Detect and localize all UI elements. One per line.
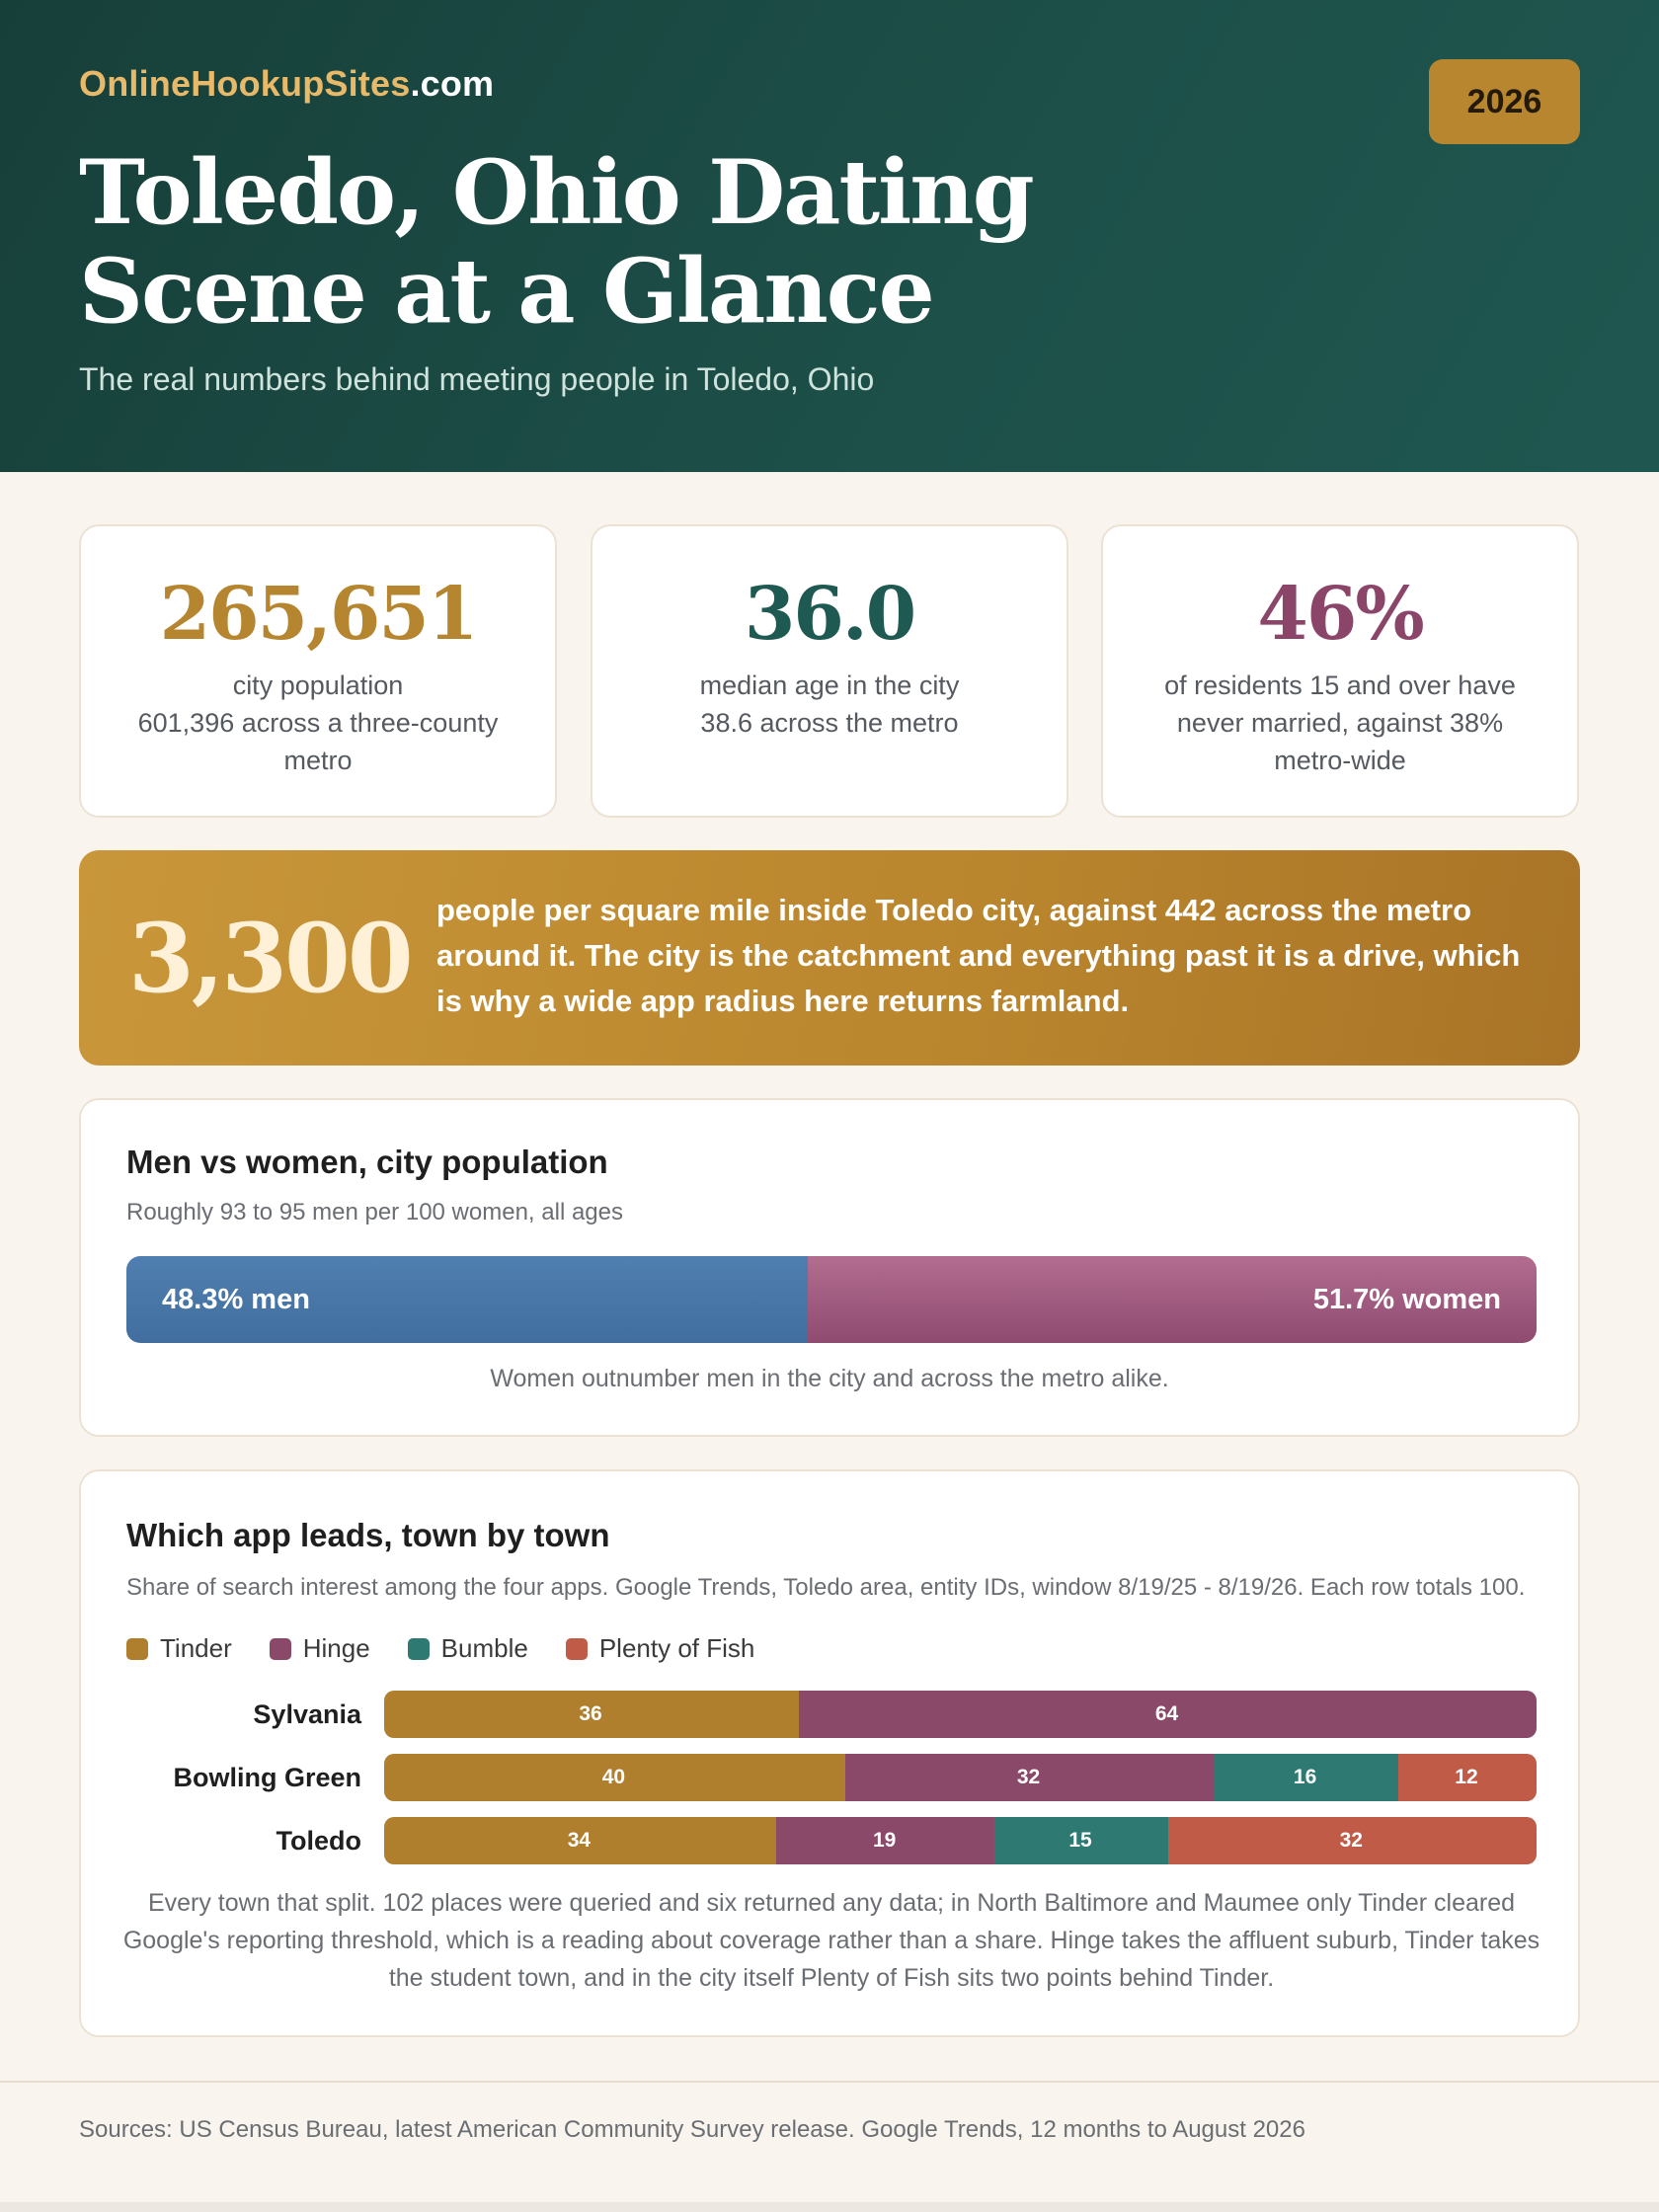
stat-card-never-married (1101, 524, 1579, 818)
chart-row (81, 1691, 1578, 1738)
bar-segment (1398, 1754, 1537, 1801)
app-title: Which app leads, town by town (126, 1517, 610, 1553)
data-label: 19 (872, 1829, 897, 1852)
gender-subtitle: Roughly 93 to 95 men per 100 women, all ages (126, 1199, 623, 1225)
bar-segment (845, 1754, 1214, 1801)
footer-divider (0, 2081, 1659, 2083)
stat-label: city population 601,396 across a three-county metro (137, 671, 499, 775)
legend-label: Bumble (440, 1633, 528, 1663)
gender-women-segment (808, 1256, 1537, 1343)
legend-swatch (126, 1638, 148, 1660)
header-banner (0, 0, 1659, 472)
gender-bar (126, 1256, 1537, 1343)
bar-segment (994, 1817, 1167, 1864)
stacked-bar (384, 1754, 1537, 1801)
stacked-bar (384, 1691, 1537, 1738)
density-value: 3,300 (128, 902, 411, 1014)
gender-men-segment (126, 1256, 808, 1343)
data-label: 34 (567, 1829, 592, 1852)
chart-legend (126, 1633, 754, 1664)
legend-label: Tinder (160, 1633, 232, 1663)
page-title: Toledo, Ohio Dating Scene at a Glance (79, 140, 1033, 344)
data-label: 15 (1068, 1829, 1092, 1852)
data-label: 32 (1339, 1829, 1363, 1852)
data-label: 64 (1154, 1702, 1179, 1725)
legend-item (126, 1633, 232, 1664)
legend-label: Hinge (302, 1633, 370, 1663)
app-note: Every town that split. 102 places were queried and six returned any data; in North Baltimore and Maumee only Tinder cleared Google's reporting threshold, which is a reading about coverage rather than a share. Hinge takes the affluent suburb, Tinder takes the student town, and in the city itself Plenty of Fish sits two points behind Tinder. (122, 1889, 1540, 1992)
density-banner (79, 850, 1580, 1066)
gender-note: Women outnumber men in the city and across the metro alike. (490, 1365, 1169, 1392)
bar-segment (384, 1817, 776, 1864)
gender-women-label: 51.7% women (1312, 1283, 1501, 1315)
gender-card (79, 1098, 1580, 1437)
chart-row (81, 1817, 1578, 1864)
footer-sources: Sources: US Census Bureau, latest American Community Survey release. Google Trends, 12 months to August 2026 (79, 2116, 1305, 2143)
brand-tld: .com (410, 63, 495, 104)
legend-item (566, 1633, 755, 1664)
stat-label: median age in the city 38.6 across the metro (699, 671, 960, 738)
stat-label: of residents 15 and over have never married, against 38% metro-wide (1164, 671, 1516, 775)
year-badge: 2026 (1429, 59, 1580, 144)
bar-segment (1214, 1754, 1398, 1801)
stat-value: 265,651 (159, 572, 477, 657)
stat-card-median-age (591, 524, 1068, 818)
app-subtitle: Share of search interest among the four apps. Google Trends, Toledo area, entity IDs, window 8/19/25 - 8/19/26. Each row totals 100. (126, 1574, 1526, 1601)
chart-row (81, 1754, 1578, 1801)
brand-name: OnlineHookupSites (79, 63, 411, 104)
legend-item (408, 1633, 528, 1664)
legend-swatch (270, 1638, 291, 1660)
data-label: 36 (579, 1702, 602, 1725)
bar-segment (799, 1691, 1537, 1738)
stat-card-population (79, 524, 557, 818)
legend-item (270, 1633, 370, 1664)
category-label: Bowling Green (173, 1762, 361, 1792)
app-share-card (79, 1469, 1580, 2037)
data-label: 12 (1455, 1766, 1478, 1788)
legend-swatch (408, 1638, 430, 1660)
gender-men-label: 48.3% men (162, 1283, 310, 1315)
data-label: 40 (601, 1766, 626, 1788)
stat-value: 46% (1257, 572, 1423, 657)
bar-segment (384, 1691, 799, 1738)
data-label: 32 (1016, 1766, 1041, 1788)
bar-segment (776, 1817, 995, 1864)
category-label: Toledo (276, 1825, 361, 1856)
legend-swatch (566, 1638, 588, 1660)
legend-label: Plenty of Fish (598, 1633, 755, 1663)
bar-segment (384, 1754, 845, 1801)
density-text: people per square mile inside Toledo city, against 442 across the metro around it. The city is the catchment and everything past it is a drive, which is why a wide app radius here returns farmland. (436, 893, 1521, 1018)
stacked-bar (384, 1817, 1537, 1864)
gender-title: Men vs women, city population (126, 1144, 608, 1180)
category-label: Sylvania (253, 1698, 361, 1729)
bar-segment (1168, 1817, 1537, 1864)
data-label: 16 (1293, 1766, 1317, 1788)
bottom-strip (0, 2202, 1659, 2212)
page-subtitle: The real numbers behind meeting people in Toledo, Ohio (79, 361, 875, 397)
stat-value: 36.0 (744, 572, 915, 657)
brand-logo[interactable] (79, 63, 494, 105)
